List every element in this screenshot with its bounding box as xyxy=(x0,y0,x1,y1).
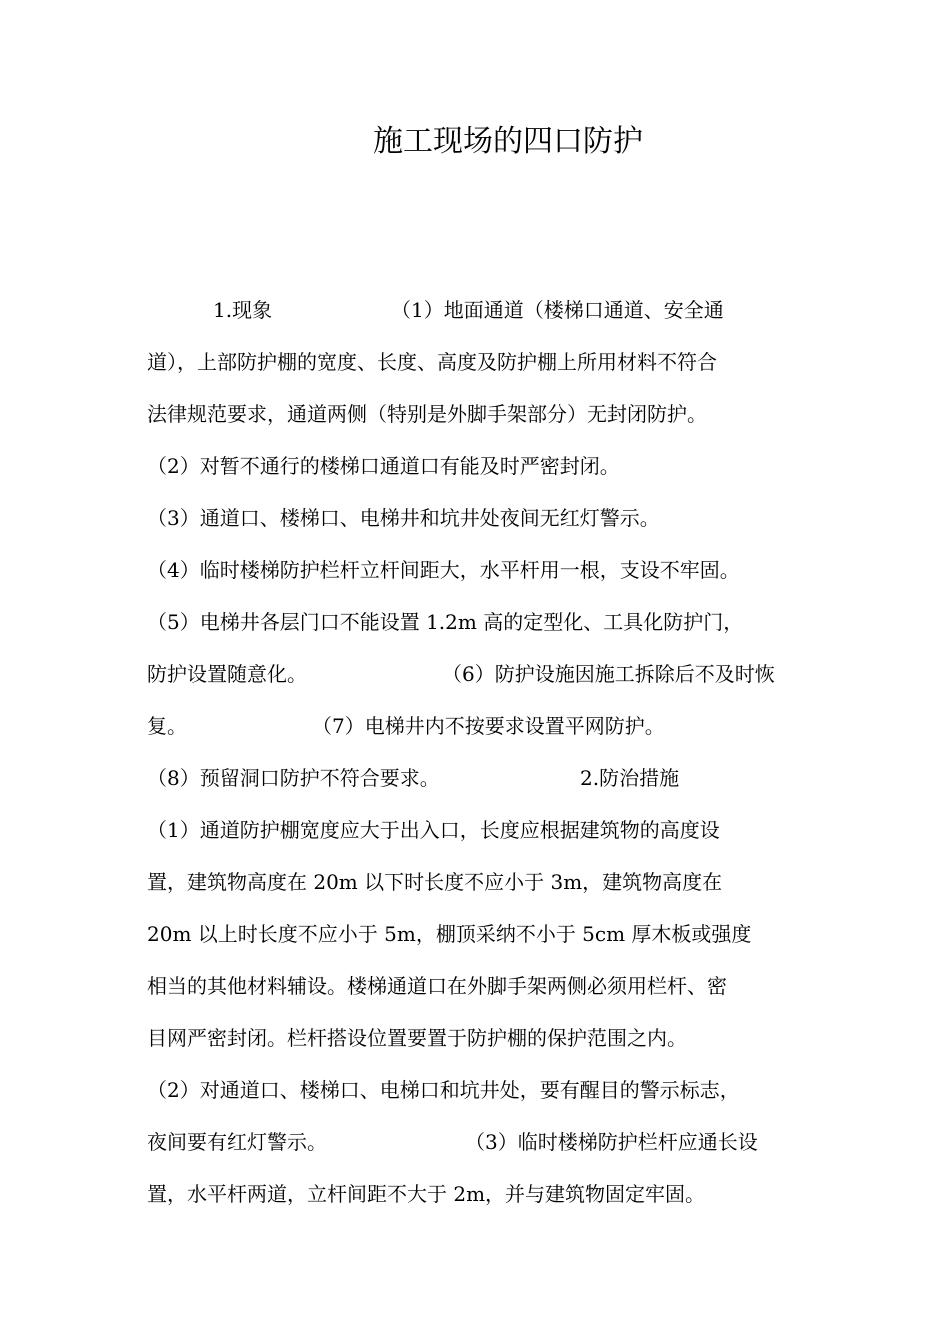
text-segment: （2）对暂不通行的楼梯口通道口有能及时严密封闭。 xyxy=(147,454,620,478)
text-segment: （1）通道防护棚宽度应大于出入口，长度应根据建筑物的高度设 xyxy=(147,818,720,842)
text-segment: 防护设置随意化。 xyxy=(147,662,307,686)
text-segment: （7）电梯井内不按要求设置平网防护。 xyxy=(312,714,665,738)
text-segment: （8）预留洞口防护不符合要求。 xyxy=(147,766,440,790)
document-title: 施工现场的四口防护 xyxy=(373,124,643,159)
text-segment: 1.现象 xyxy=(213,298,273,322)
text-segment: 目网严密封闭。栏杆搭设位置要置于防护棚的保护范围之内。 xyxy=(147,1026,687,1050)
text-segment: 复。 xyxy=(147,714,187,738)
text-segment: 20m 以上时长度不应小于 5m，棚顶采纳不小于 5cm 厚木板或强度 xyxy=(147,922,752,946)
text-segment: （6）防护设施因施工拆除后不及时恢 xyxy=(442,662,775,686)
text-segment: 夜间要有红灯警示。 xyxy=(147,1130,327,1154)
text-segment: 道），上部防护棚的宽度、长度、高度及防护棚上所用材料不符合 xyxy=(147,350,717,374)
text-segment: （4）临时楼梯防护栏杆立杆间距大，水平杆用一根，支设不牢固。 xyxy=(147,558,740,582)
text-segment: 置，水平杆两道，立杆间距不大于 2m，并与建筑物固定牢固。 xyxy=(147,1182,706,1206)
text-segment: 2.防治措施 xyxy=(580,766,680,790)
text-segment: （3）通道口、楼梯口、电梯井和坑井处夜间无红灯警示。 xyxy=(147,506,660,530)
text-segment: （3）临时楼梯防护栏杆应通长设 xyxy=(465,1130,758,1154)
text-segment: 法律规范要求，通道两侧（特别是外脚手架部分）无封闭防护。 xyxy=(147,402,707,426)
text-segment: （1）地面通道（楼梯口通道、安全通 xyxy=(391,298,724,322)
text-segment: （2）对通道口、楼梯口、电梯口和坑井处，要有醒目的警示标志， xyxy=(147,1078,740,1102)
text-segment: 置，建筑物高度在 20m 以下时长度不应小于 3m，建筑物高度在 xyxy=(147,870,723,894)
text-segment: （5）电梯井各层门口不能设置 1.2m 高的定型化、工具化防护门， xyxy=(147,610,744,634)
text-segment: 相当的其他材料辅设。楼梯通道口在外脚手架两侧必须用栏杆、密 xyxy=(147,974,727,998)
